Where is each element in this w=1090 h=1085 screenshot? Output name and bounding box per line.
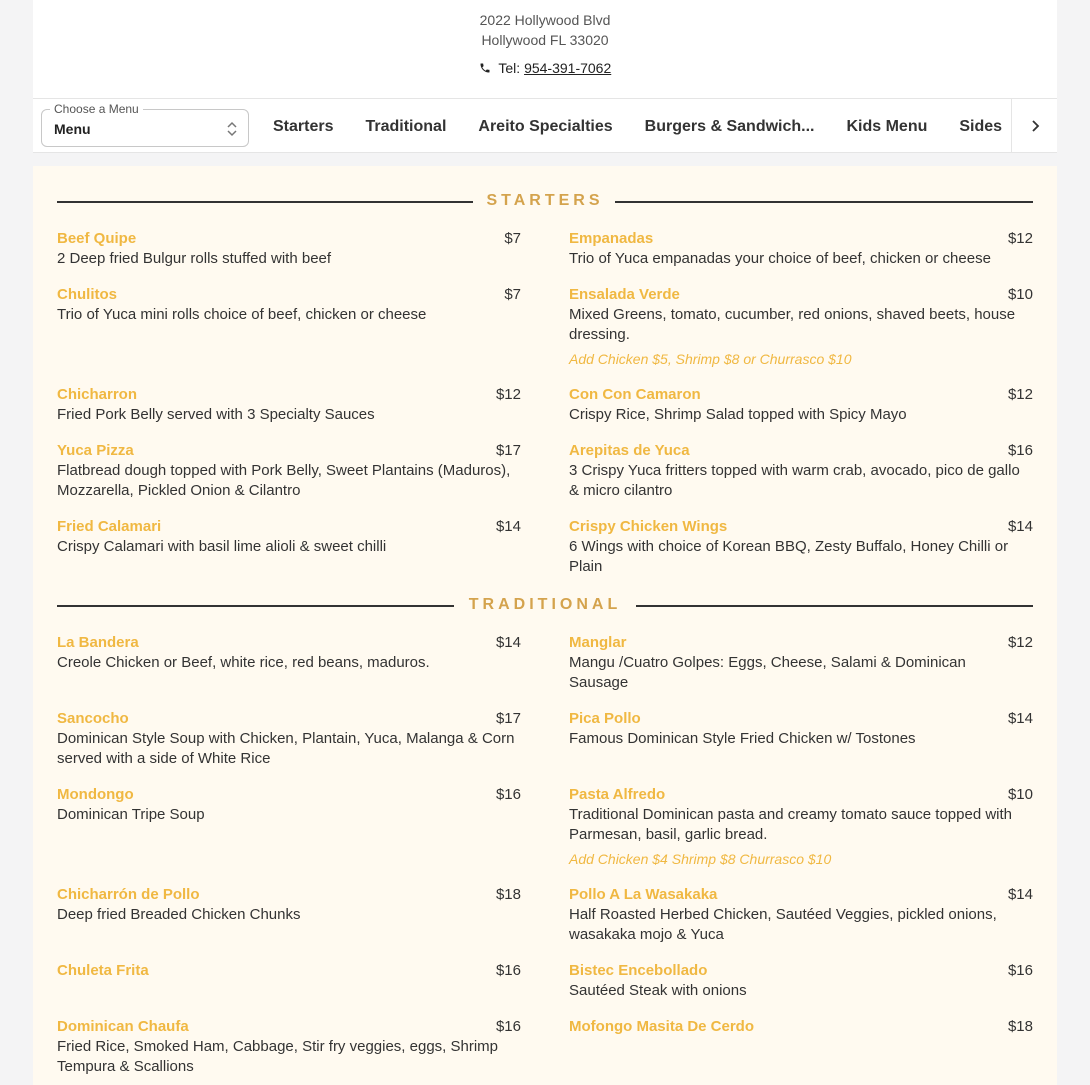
tab-traditional[interactable]: Traditional [365, 117, 447, 135]
tab-areito-specialties[interactable]: Areito Specialties [478, 117, 613, 135]
menu-item [57, 633, 521, 673]
phone-icon [479, 62, 491, 74]
tab-sides[interactable]: Sides [959, 117, 1003, 135]
item-name: La Bandera [57, 634, 139, 651]
item-name: Yuca Pizza [57, 442, 134, 459]
item-description: Mangu /Cuatro Golpes: Eggs, Cheese, Salami & Dominican Sausage [569, 654, 966, 691]
item-price: $17 [495, 710, 521, 727]
menu-content [33, 166, 1057, 1085]
menu-item [569, 1017, 1033, 1037]
item-name: Chulitos [57, 286, 117, 303]
item-price: $16 [1007, 442, 1033, 459]
tabs-next-button[interactable] [1011, 99, 1057, 152]
menu-item [57, 785, 521, 825]
divider [636, 605, 1033, 607]
item-name: Sancocho [57, 710, 129, 727]
item-description: 6 Wings with choice of Korean BBQ, Zesty Buffalo, Honey Chilli or Plain [569, 538, 1009, 575]
item-description: Half Roasted Herbed Chicken, Sautéed Veggies, pickled onions, wasakaka mojo & Yuca [569, 906, 997, 943]
item-name: Mondongo [57, 786, 134, 803]
menu-tabs [273, 99, 1034, 153]
address-line-2: Hollywood FL 33020 [481, 32, 609, 48]
menu-item [569, 441, 1033, 501]
item-name: Pica Pollo [569, 710, 641, 727]
item-description: Fried Pork Belly served with 3 Specialty Sauces [57, 406, 375, 423]
menu-item [569, 709, 1033, 749]
item-price: $7 [504, 230, 521, 247]
item-price: $16 [495, 1018, 521, 1035]
item-price: $16 [495, 786, 521, 803]
item-name: Chicharrón de Pollo [57, 886, 200, 903]
item-price: $12 [495, 386, 521, 403]
section-header-traditional [57, 595, 1033, 615]
menu-item [57, 441, 521, 501]
item-description: Flatbread dough topped with Pork Belly, Sweet Plantains (Maduros), Mozzarella, Pickled Onion & Cilantro [57, 462, 511, 499]
item-description: Sautéed Steak with onions [569, 982, 747, 999]
item-name: Pollo A La Wasakaka [569, 886, 718, 903]
item-name: Mofongo Masita De Cerdo [569, 1018, 755, 1035]
select-arrows-icon [226, 120, 238, 138]
menu-item [569, 633, 1033, 693]
menu-item [57, 229, 521, 269]
tel-label: Tel: [498, 60, 521, 76]
item-price: $10 [1007, 286, 1033, 303]
item-description: 2 Deep fried Bulgur rolls stuffed with beef [57, 250, 332, 267]
item-price: $18 [1007, 1018, 1033, 1035]
menu-item [569, 785, 1033, 869]
item-name: Ensalada Verde [569, 286, 680, 303]
item-price: $17 [495, 442, 521, 459]
item-name: Con Con Camaron [569, 386, 701, 403]
item-name: Manglar [569, 634, 627, 651]
item-name: Crispy Chicken Wings [569, 518, 728, 535]
tab-starters[interactable]: Starters [273, 117, 334, 135]
item-price: $16 [495, 962, 521, 979]
item-price: $12 [1007, 230, 1033, 247]
item-description: Crispy Rice, Shrimp Salad topped with Spicy Mayo [569, 406, 907, 423]
item-description: Fried Rice, Smoked Ham, Cabbage, Stir fry veggies, eggs, Shrimp Tempura & Scallions [57, 1038, 499, 1075]
item-price: $14 [1007, 518, 1033, 535]
choose-menu-label: Choose a Menu [50, 101, 143, 117]
item-description: Creole Chicken or Beef, white rice, red beans, maduros. [57, 654, 430, 671]
menu-navbar [33, 98, 1057, 153]
telephone [33, 58, 1057, 78]
item-add-on-note: Add Chicken $4 Shrimp $8 Churrasco $10 [569, 851, 832, 867]
menu-item [57, 285, 521, 325]
tab-burgers-sandwiches[interactable]: Burgers & Sandwich... [644, 117, 815, 135]
item-price: $14 [1007, 710, 1033, 727]
menu-item [569, 385, 1033, 425]
menu-item [57, 517, 521, 557]
menu-item [569, 961, 1033, 1001]
section-title: STARTERS [486, 192, 604, 209]
item-name: Bistec Encebollado [569, 962, 708, 979]
item-price: $14 [1007, 886, 1033, 903]
item-name: Dominican Chaufa [57, 1018, 189, 1035]
item-price: $14 [495, 634, 521, 651]
item-name: Arepitas de Yuca [569, 442, 690, 459]
menu-item [57, 1017, 521, 1077]
item-add-on-note: Add Chicken $5, Shrimp $8 or Churrasco $10 [569, 351, 852, 367]
item-name: Chicharron [57, 386, 138, 403]
restaurant-header [33, 0, 1057, 98]
item-name: Fried Calamari [57, 518, 162, 535]
item-price: $16 [1007, 962, 1033, 979]
item-price: $12 [1007, 634, 1033, 651]
item-description: Dominican Tripe Soup [57, 806, 205, 823]
menu-item [569, 285, 1033, 369]
menu-item [57, 385, 521, 425]
item-description: 3 Crispy Yuca fritters topped with warm crab, avocado, pico de gallo & micro cilantro [569, 462, 1020, 499]
item-description: Trio of Yuca mini rolls choice of beef, chicken or cheese [57, 306, 427, 323]
item-price: $12 [1007, 386, 1033, 403]
item-price: $18 [495, 886, 521, 903]
divider [615, 201, 1033, 203]
menu-item [57, 709, 521, 769]
item-price: $7 [504, 286, 521, 303]
address-line-1: 2022 Hollywood Blvd [479, 12, 611, 28]
tel-number-link[interactable]: 954-391-7062 [524, 60, 612, 76]
menu-item [57, 961, 521, 981]
choose-menu-value: Menu [54, 121, 91, 137]
item-price: $14 [495, 518, 521, 535]
chevron-right-icon [1028, 119, 1042, 133]
item-description: Deep fried Breaded Chicken Chunks [57, 906, 301, 923]
menu-item [57, 885, 521, 925]
menu-item [569, 229, 1033, 269]
section-title: TRADITIONAL [468, 596, 622, 613]
menu-item [569, 885, 1033, 945]
item-description: Famous Dominican Style Fried Chicken w/ Tostones [569, 730, 916, 747]
item-description: Dominican Style Soup with Chicken, Plantain, Yuca, Malanga & Corn served with a side of White Rice [57, 730, 515, 767]
item-description: Crispy Calamari with basil lime alioli & sweet chilli [57, 538, 387, 555]
item-description: Mixed Greens, tomato, cucumber, red onions, shaved beets, house dressing. [569, 306, 1016, 343]
item-price: $10 [1007, 786, 1033, 803]
item-name: Pasta Alfredo [569, 786, 666, 803]
tab-kids-menu[interactable]: Kids Menu [846, 117, 928, 135]
item-name: Empanadas [569, 230, 654, 247]
choose-menu-select[interactable] [41, 102, 249, 147]
item-description: Trio of Yuca empanadas your choice of beef, chicken or cheese [569, 250, 991, 267]
menu-item [569, 517, 1033, 577]
item-name: Beef Quipe [57, 230, 137, 247]
item-description: Traditional Dominican pasta and creamy tomato sauce topped with Parmesan, basil, garlic bread. [569, 806, 1013, 843]
item-name: Chuleta Frita [57, 962, 149, 979]
section-header-starters [57, 191, 1033, 211]
